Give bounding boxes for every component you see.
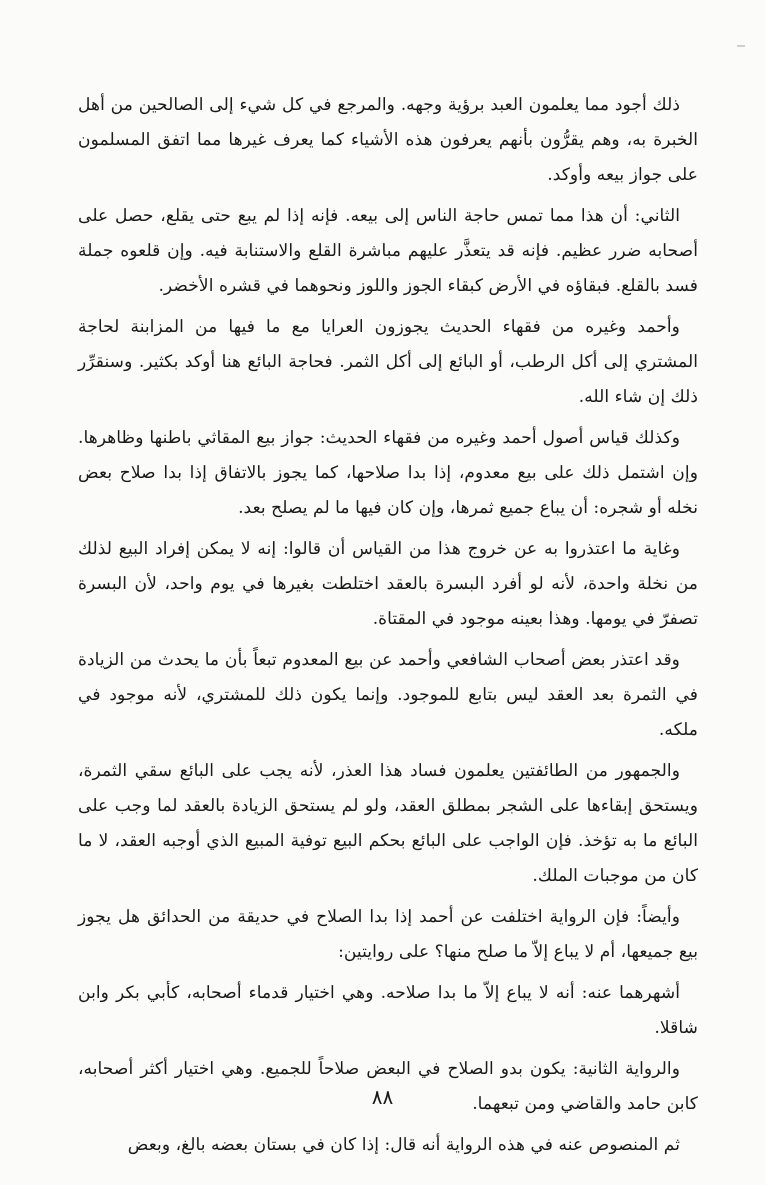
paragraph-11: ثم المنصوص عنه في هذه الرواية أنه قال: إذا كان في بستان بعضه بالغ، وبعض [127, 1135, 680, 1155]
page-edge-mark [737, 45, 745, 47]
page-number: ٨٨ [371, 1085, 394, 1109]
paragraph-2: الثاني: أن هذا مما تمس حاجة الناس إلى بيعه. فإنه إذا لم يبع حتى يقلع، حصل على أصحابه ضرر عظيم. فإنه قد يتعذَّر عليهم مباشرة القلع والاستنابة فيه. وإن قلعوه جملة فسد بالقلع. فبقاؤه في الأرض كبقاء الجوز واللوز ونحوهما في قشره الأخضر. [78, 206, 698, 296]
paragraph-4: وكذلك قياس أصول أحمد وغيره من فقهاء الحديث: جواز بيع المقاثي باطنها وظاهرها. وإن اشتمل ذلك على بيع معدوم، إذا بدا صلاحها، كما يجوز بالاتفاق إذا بدا صلاح بعض نخله أو شجره: أن يباع جميع ثمرها، وإن كان فيها ما لم يصلح بعد. [78, 428, 698, 518]
paragraph-8: وأيضاً: فإن الرواية اختلفت عن أحمد إذا بدا الصلاح في حديقة من الحدائق هل يجوز بيع جميعها، أم لا يباع إلاّ ما صلح منها؟ على روايتين: [78, 907, 698, 962]
paragraph-10: والرواية الثانية: يكون بدو الصلاح في البعض صلاحاً للجميع. وهي اختيار أكثر أصحابه، كابن حامد والقاضي ومن تبعهما. [78, 1059, 698, 1114]
paragraph-7: والجمهور من الطائفتين يعلمون فساد هذا العذر، لأنه يجب على البائع سقي الثمرة، ويستحق إبقاءها على الشجر بمطلق العقد، ولو لم يستحق الزيادة بالعقد لما وجب على البائع ما به تؤخذ. فإن الواجب على البائع بحكم البيع توفية المبيع الذي أوجبه العقد، لا ما كان من موجبات الملك. [78, 761, 698, 886]
paragraph-5: وغاية ما اعتذروا به عن خروج هذا من القياس أن قالوا: إنه لا يمكن إفراد البيع لذلك من نخلة واحدة، لأنه لو أفرد البسرة بالعقد اختلطت بغيرها في يوم واحد، لأن البسرة تصفرّ في يومها. وهذا بعينه موجود في المقتاة. [78, 539, 698, 629]
paragraph-3: وأحمد وغيره من فقهاء الحديث يجوزون العرايا مع ما فيها من المزابنة لحاجة المشتري إلى أكل الرطب، أو البائع إلى أكل الثمر. فحاجة البائع هنا أوكد بكثير. وسنقرِّر ذلك إن شاء الله. [78, 317, 698, 407]
paragraph-1: ذلك أجود مما يعلمون العبد برؤية وجهه. والمرجع في كل شيء إلى الصالحين من أهل الخبرة به، وهم يقرُّون بأنهم يعرفون هذه الأشياء كما يعرف غيرها مما اتفق المسلمون على جواز بيعه وأوكد. [78, 95, 698, 185]
paragraph-9: أشهرهما عنه: أنه لا يباع إلاّ ما بدا صلاحه. وهي اختيار قدماء أصحابه، كأبي بكر وابن شاقلا. [78, 983, 698, 1038]
page-body [78, 88, 698, 1169]
paragraph-6: وقد اعتذر بعض أصحاب الشافعي وأحمد عن بيع المعدوم تبعاً بأن ما يحدث من الزيادة في الثمرة بعد العقد ليس بتابع للموجود. وإنما يكون ذلك للمشتري، لأنه موجود في ملكه. [78, 650, 698, 740]
